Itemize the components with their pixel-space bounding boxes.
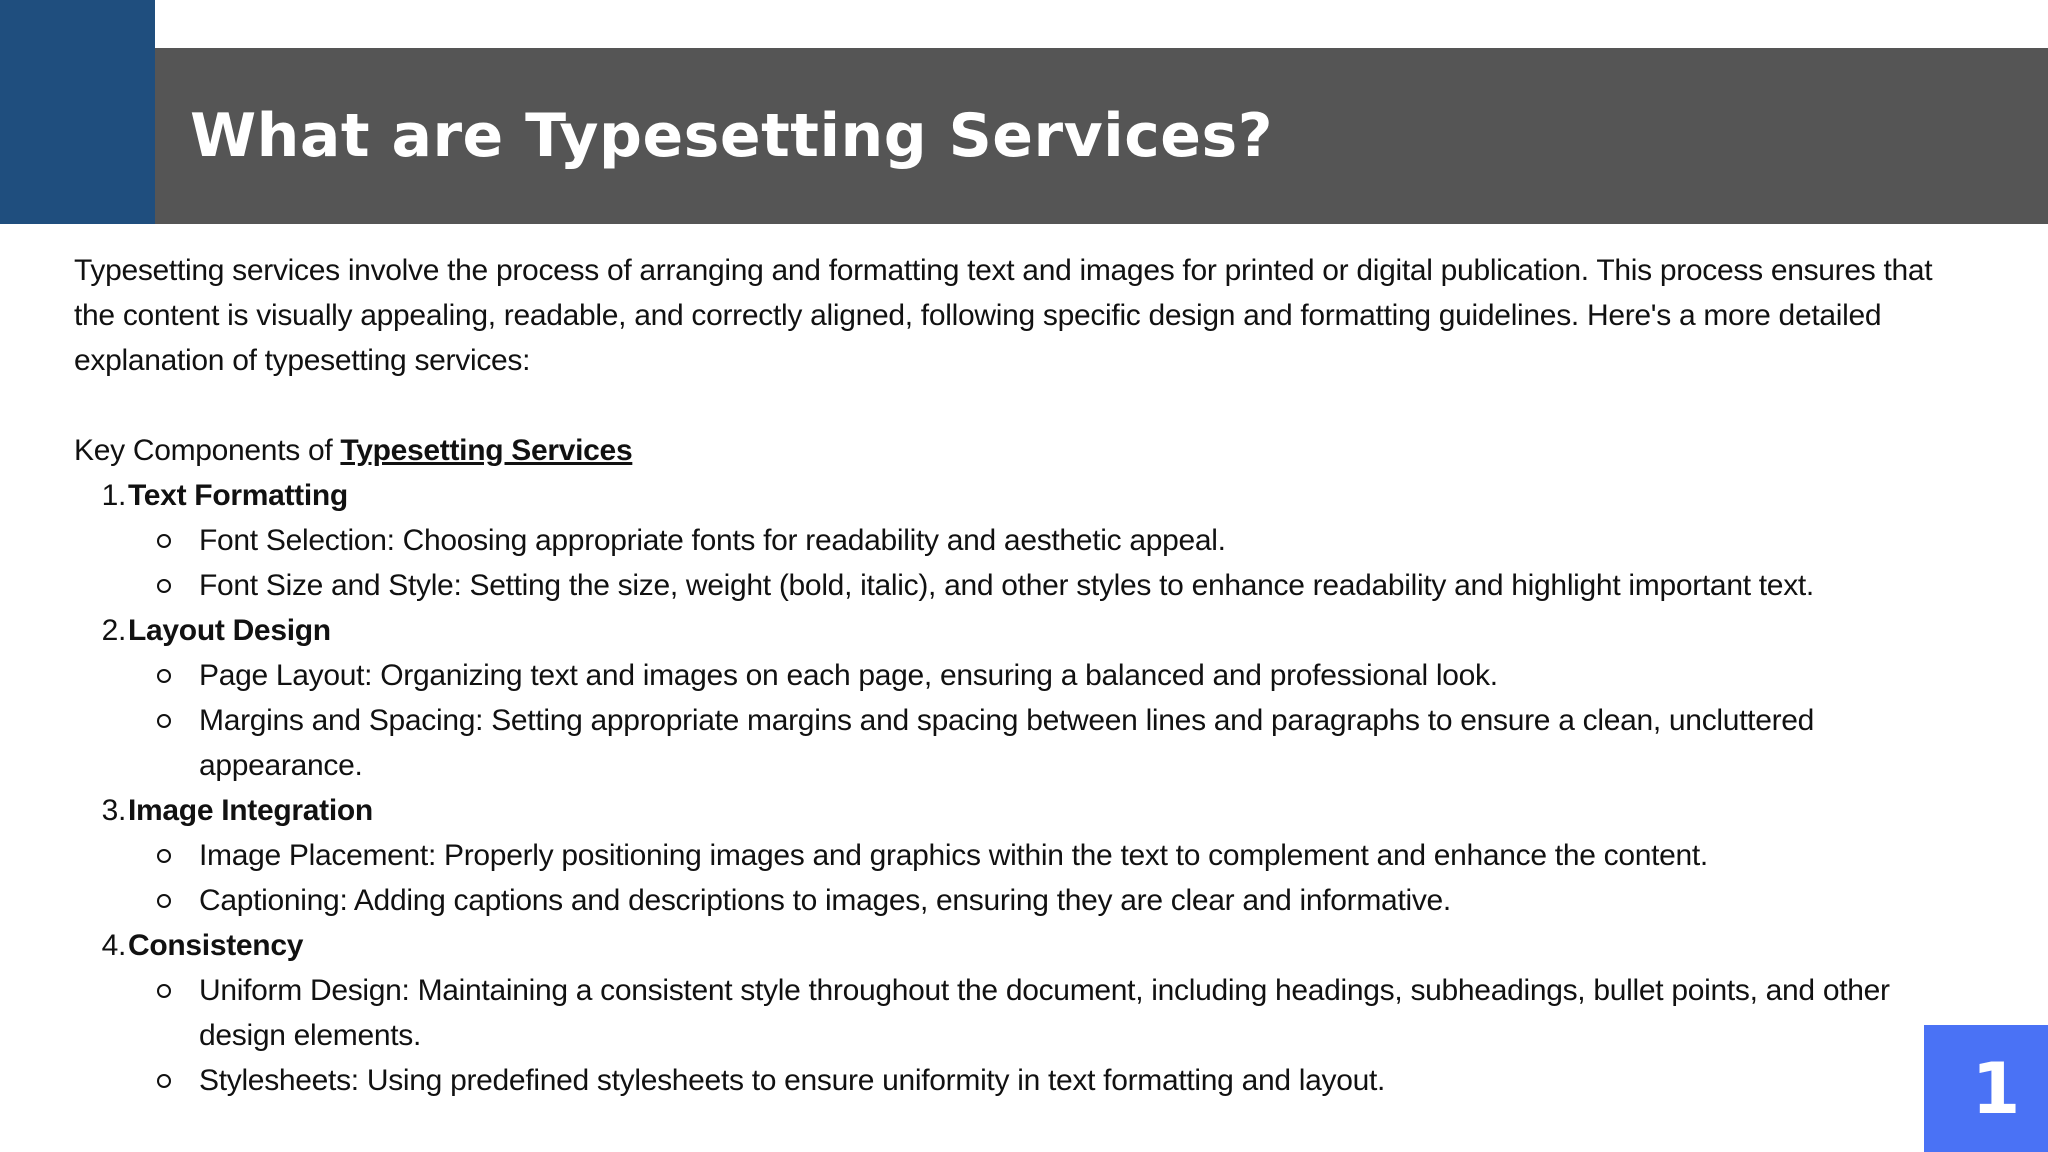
point-text: Font Selection: Choosing appropriate fonts for readability and aesthetic appeal.: [199, 524, 1226, 557]
circle-bullet-icon: [157, 669, 171, 683]
points-list: [74, 653, 1974, 788]
section-item: [74, 608, 1974, 788]
point-text: Stylesheets: Using predefined stylesheets to ensure uniformity in text formatting and layout.: [199, 1064, 1386, 1097]
page-number: 1: [1971, 1047, 2021, 1130]
spacer: [74, 383, 1974, 428]
section-number: 3.: [101, 794, 126, 827]
circle-bullet-icon: [157, 894, 171, 908]
points-list: [74, 833, 1974, 923]
page-number-badge: [1924, 1025, 2048, 1152]
list-item: [74, 518, 1974, 563]
point-text: Captioning: Adding captions and descriptions to images, ensuring they are clear and informative.: [199, 884, 1451, 917]
list-item: [74, 833, 1974, 878]
slide-content: [74, 248, 1974, 1103]
point-text: Margins and Spacing: Setting appropriate margins and spacing between lines and paragraphs to ensure a clean, uncluttered appearance.: [199, 704, 1815, 782]
section-heading: [74, 473, 1974, 518]
point-text: Uniform Design: Maintaining a consistent style throughout the document, including headings, subheadings, bullet points, and other design elements.: [199, 974, 1890, 1052]
list-item: [74, 968, 1974, 1058]
section-heading: [74, 788, 1974, 833]
list-item: [74, 653, 1974, 698]
list-item: [74, 563, 1974, 608]
section-heading: [74, 608, 1974, 653]
slide-title: What are Typesetting Services?: [190, 101, 1274, 171]
section-item: [74, 788, 1974, 923]
circle-bullet-icon: [157, 1074, 171, 1088]
section-number: 1.: [101, 479, 126, 512]
section-title: Image Integration: [128, 794, 373, 827]
points-list: [74, 518, 1974, 608]
point-text: Page Layout: Organizing text and images on each page, ensuring a balanced and professional look.: [199, 659, 1498, 692]
section-title: Text Formatting: [128, 479, 348, 512]
section-heading: [74, 923, 1974, 968]
typesetting-services-link[interactable]: Typesetting Services: [340, 434, 633, 467]
intro-paragraph: Typesetting services involve the process of arranging and formatting text and images for printed or digital publication. This process ensures that the content is visually appealing, readable, and correctly aligned, following specific design and formatting guidelines. Here's a more detailed explanation of typesetting services:: [74, 254, 1933, 377]
section-item: [74, 473, 1974, 608]
list-item: [74, 698, 1974, 788]
section-item: [74, 923, 1974, 1103]
circle-bullet-icon: [157, 534, 171, 548]
key-components-prefix: Key Components of: [74, 434, 341, 467]
circle-bullet-icon: [157, 714, 171, 728]
accent-block: [0, 0, 155, 224]
list-item: [74, 878, 1974, 923]
key-components-line: [74, 428, 1974, 473]
section-title: Consistency: [128, 929, 304, 962]
section-number: 2.: [101, 614, 126, 647]
circle-bullet-icon: [157, 849, 171, 863]
circle-bullet-icon: [157, 984, 171, 998]
section-number: 4.: [101, 929, 126, 962]
points-list: [74, 968, 1974, 1103]
point-text: Font Size and Style: Setting the size, weight (bold, italic), and other styles to enhance readability and highlight important text.: [199, 569, 1814, 602]
point-text: Image Placement: Properly positioning images and graphics within the text to complement and enhance the content.: [199, 839, 1708, 872]
sections-list: [74, 473, 1974, 1103]
list-item: [74, 1058, 1974, 1103]
section-title: Layout Design: [128, 614, 331, 647]
circle-bullet-icon: [157, 579, 171, 593]
